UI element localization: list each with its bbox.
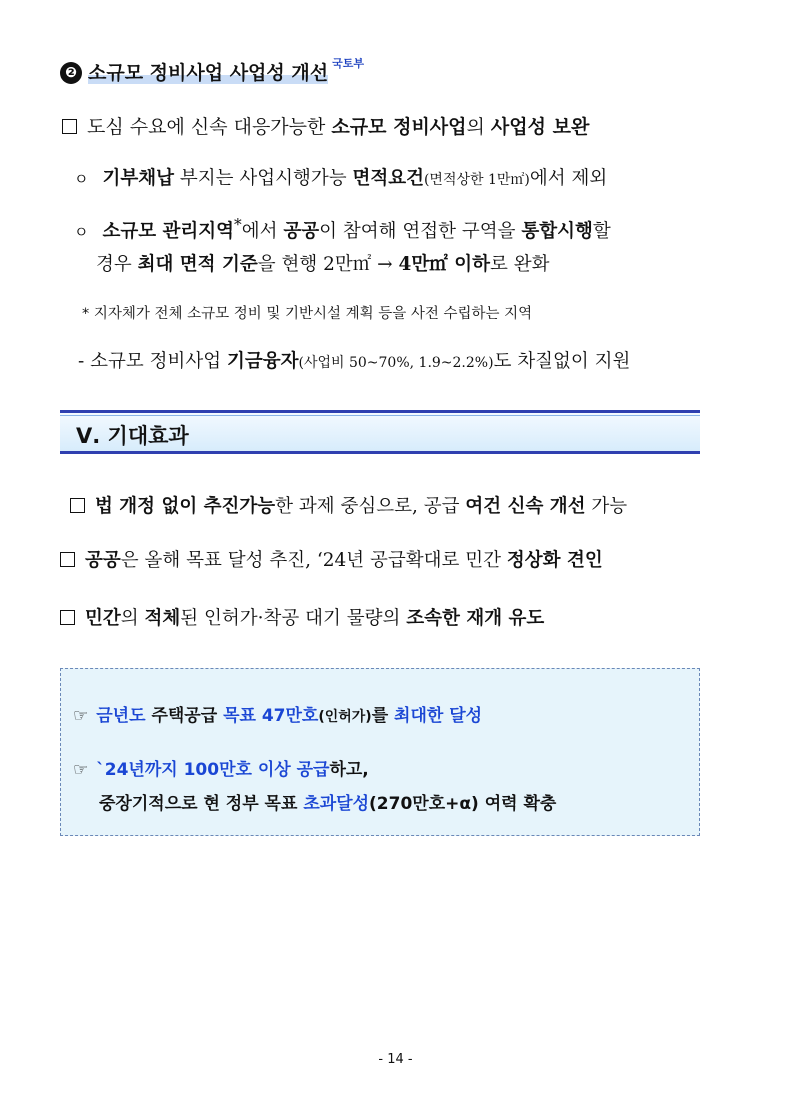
- text: 경우: [96, 254, 138, 275]
- text: 의: [466, 116, 491, 138]
- small-text: (인허가): [318, 709, 372, 725]
- section-title: 소규모 정비사업 사업성 개선: [88, 62, 329, 84]
- text: 주택공급: [145, 706, 224, 726]
- sub-bullet-line-2: [74, 216, 611, 243]
- summary-line-2: [73, 755, 369, 780]
- text: 로 완화: [489, 254, 550, 275]
- bold-text: 통합시행: [521, 221, 593, 243]
- bold-text: 정상화 견인: [506, 550, 603, 571]
- text: 은 올해 목표 달성 추진, ‘24년 공급확대로 민간: [120, 550, 507, 571]
- effect-line-3: [60, 604, 544, 630]
- text: - 소규모 정비사업: [78, 351, 227, 372]
- blue-text: `24년까지 100만호 이상 공급: [96, 760, 330, 780]
- blue-text: 금년도: [96, 706, 146, 726]
- square-bullet-icon: [70, 498, 85, 513]
- bold-text: 법 개정 없이 추진가능: [95, 496, 276, 517]
- text: 할: [592, 221, 611, 243]
- sub-bullet-line-2-cont: [96, 250, 549, 276]
- footnote: * 지자체가 전체 소규모 정비 및 기반시설 계획 등을 사전 수립하는 지역: [82, 306, 533, 322]
- text: 의: [120, 608, 145, 629]
- bold-text: 조속한 재개 유도: [406, 608, 545, 629]
- bold-text: 사업성 보완: [490, 116, 590, 138]
- text: 된 인허가·착공 대기 물량의: [180, 608, 407, 629]
- blue-text: 초과달성: [303, 794, 370, 814]
- bold-text: 소규모 관리지역: [102, 221, 235, 243]
- text: 을 현행 2만㎡ →: [257, 254, 399, 275]
- effect-line-2: [60, 546, 603, 572]
- circle-bullet-icon: ㅇ: [74, 223, 89, 242]
- dash-line: [78, 347, 630, 373]
- text: 이 참여해 연접한 구역을: [319, 221, 522, 243]
- small-text: (면적상한 1만㎡): [423, 172, 530, 188]
- text: 가능: [585, 496, 628, 517]
- bold-text: 민간: [85, 608, 121, 629]
- square-bullet-icon: [60, 610, 75, 625]
- summary-box: [60, 668, 700, 836]
- bold-text: 최대 면적 기준: [137, 254, 258, 275]
- text: 부지는 사업시행가능: [173, 168, 353, 189]
- text: 에서: [241, 221, 284, 243]
- bold-text: 4만㎡ 이하: [398, 254, 490, 275]
- text: 도 차질없이 지원: [493, 351, 631, 372]
- circle-bullet-icon: ㅇ: [74, 170, 89, 188]
- section-number-icon: ❷: [60, 62, 82, 84]
- small-text: (사업비 50~70%, 1.9~2.2%): [298, 355, 494, 371]
- square-bullet-icon: [60, 552, 75, 567]
- bold-text: 소규모 정비사업: [331, 116, 467, 138]
- bold-text: 공공: [283, 221, 320, 243]
- bold-text: 적체: [144, 608, 181, 629]
- text: (270만호+α) 여력 확충: [369, 794, 557, 814]
- section-heading: [60, 55, 364, 85]
- bold-text: 면적요건: [352, 168, 424, 189]
- text: 도심 수요에 신속 대응가능한: [87, 116, 332, 138]
- bold-text: 기금융자: [227, 351, 299, 372]
- section-v-title: Ⅴ. 기대효과: [76, 424, 189, 448]
- page-number: - 14 -: [378, 1052, 413, 1067]
- blue-text: 목표 47만호: [223, 706, 319, 726]
- text: 중장기적으로 현 정부 목표: [99, 794, 304, 814]
- band-inner-line: [60, 415, 700, 416]
- section-v-band: [60, 410, 700, 454]
- sub-bullet-line-1: [74, 164, 607, 190]
- summary-line-1: [73, 701, 482, 726]
- text: 에서 제외: [529, 168, 608, 189]
- footnote-mark: *: [234, 216, 242, 234]
- text: 를: [371, 706, 395, 726]
- blue-text: 최대한 달성: [394, 706, 483, 726]
- ministry-tag: 국토부: [332, 57, 364, 70]
- pointing-hand-icon: ☞: [73, 706, 89, 726]
- summary-line-3: [99, 789, 556, 814]
- bold-text: 공공: [85, 550, 121, 571]
- bold-text: 여건 신속 개선: [465, 496, 586, 517]
- bullet-line-1: [62, 112, 589, 139]
- text: 한 과제 중심으로, 공급: [275, 496, 466, 517]
- effect-line-1: [70, 492, 627, 518]
- bold-text: 기부채납: [102, 168, 174, 189]
- text: 하고,: [329, 760, 369, 780]
- square-bullet-icon: [62, 119, 77, 134]
- pointing-hand-icon: ☞: [73, 760, 89, 780]
